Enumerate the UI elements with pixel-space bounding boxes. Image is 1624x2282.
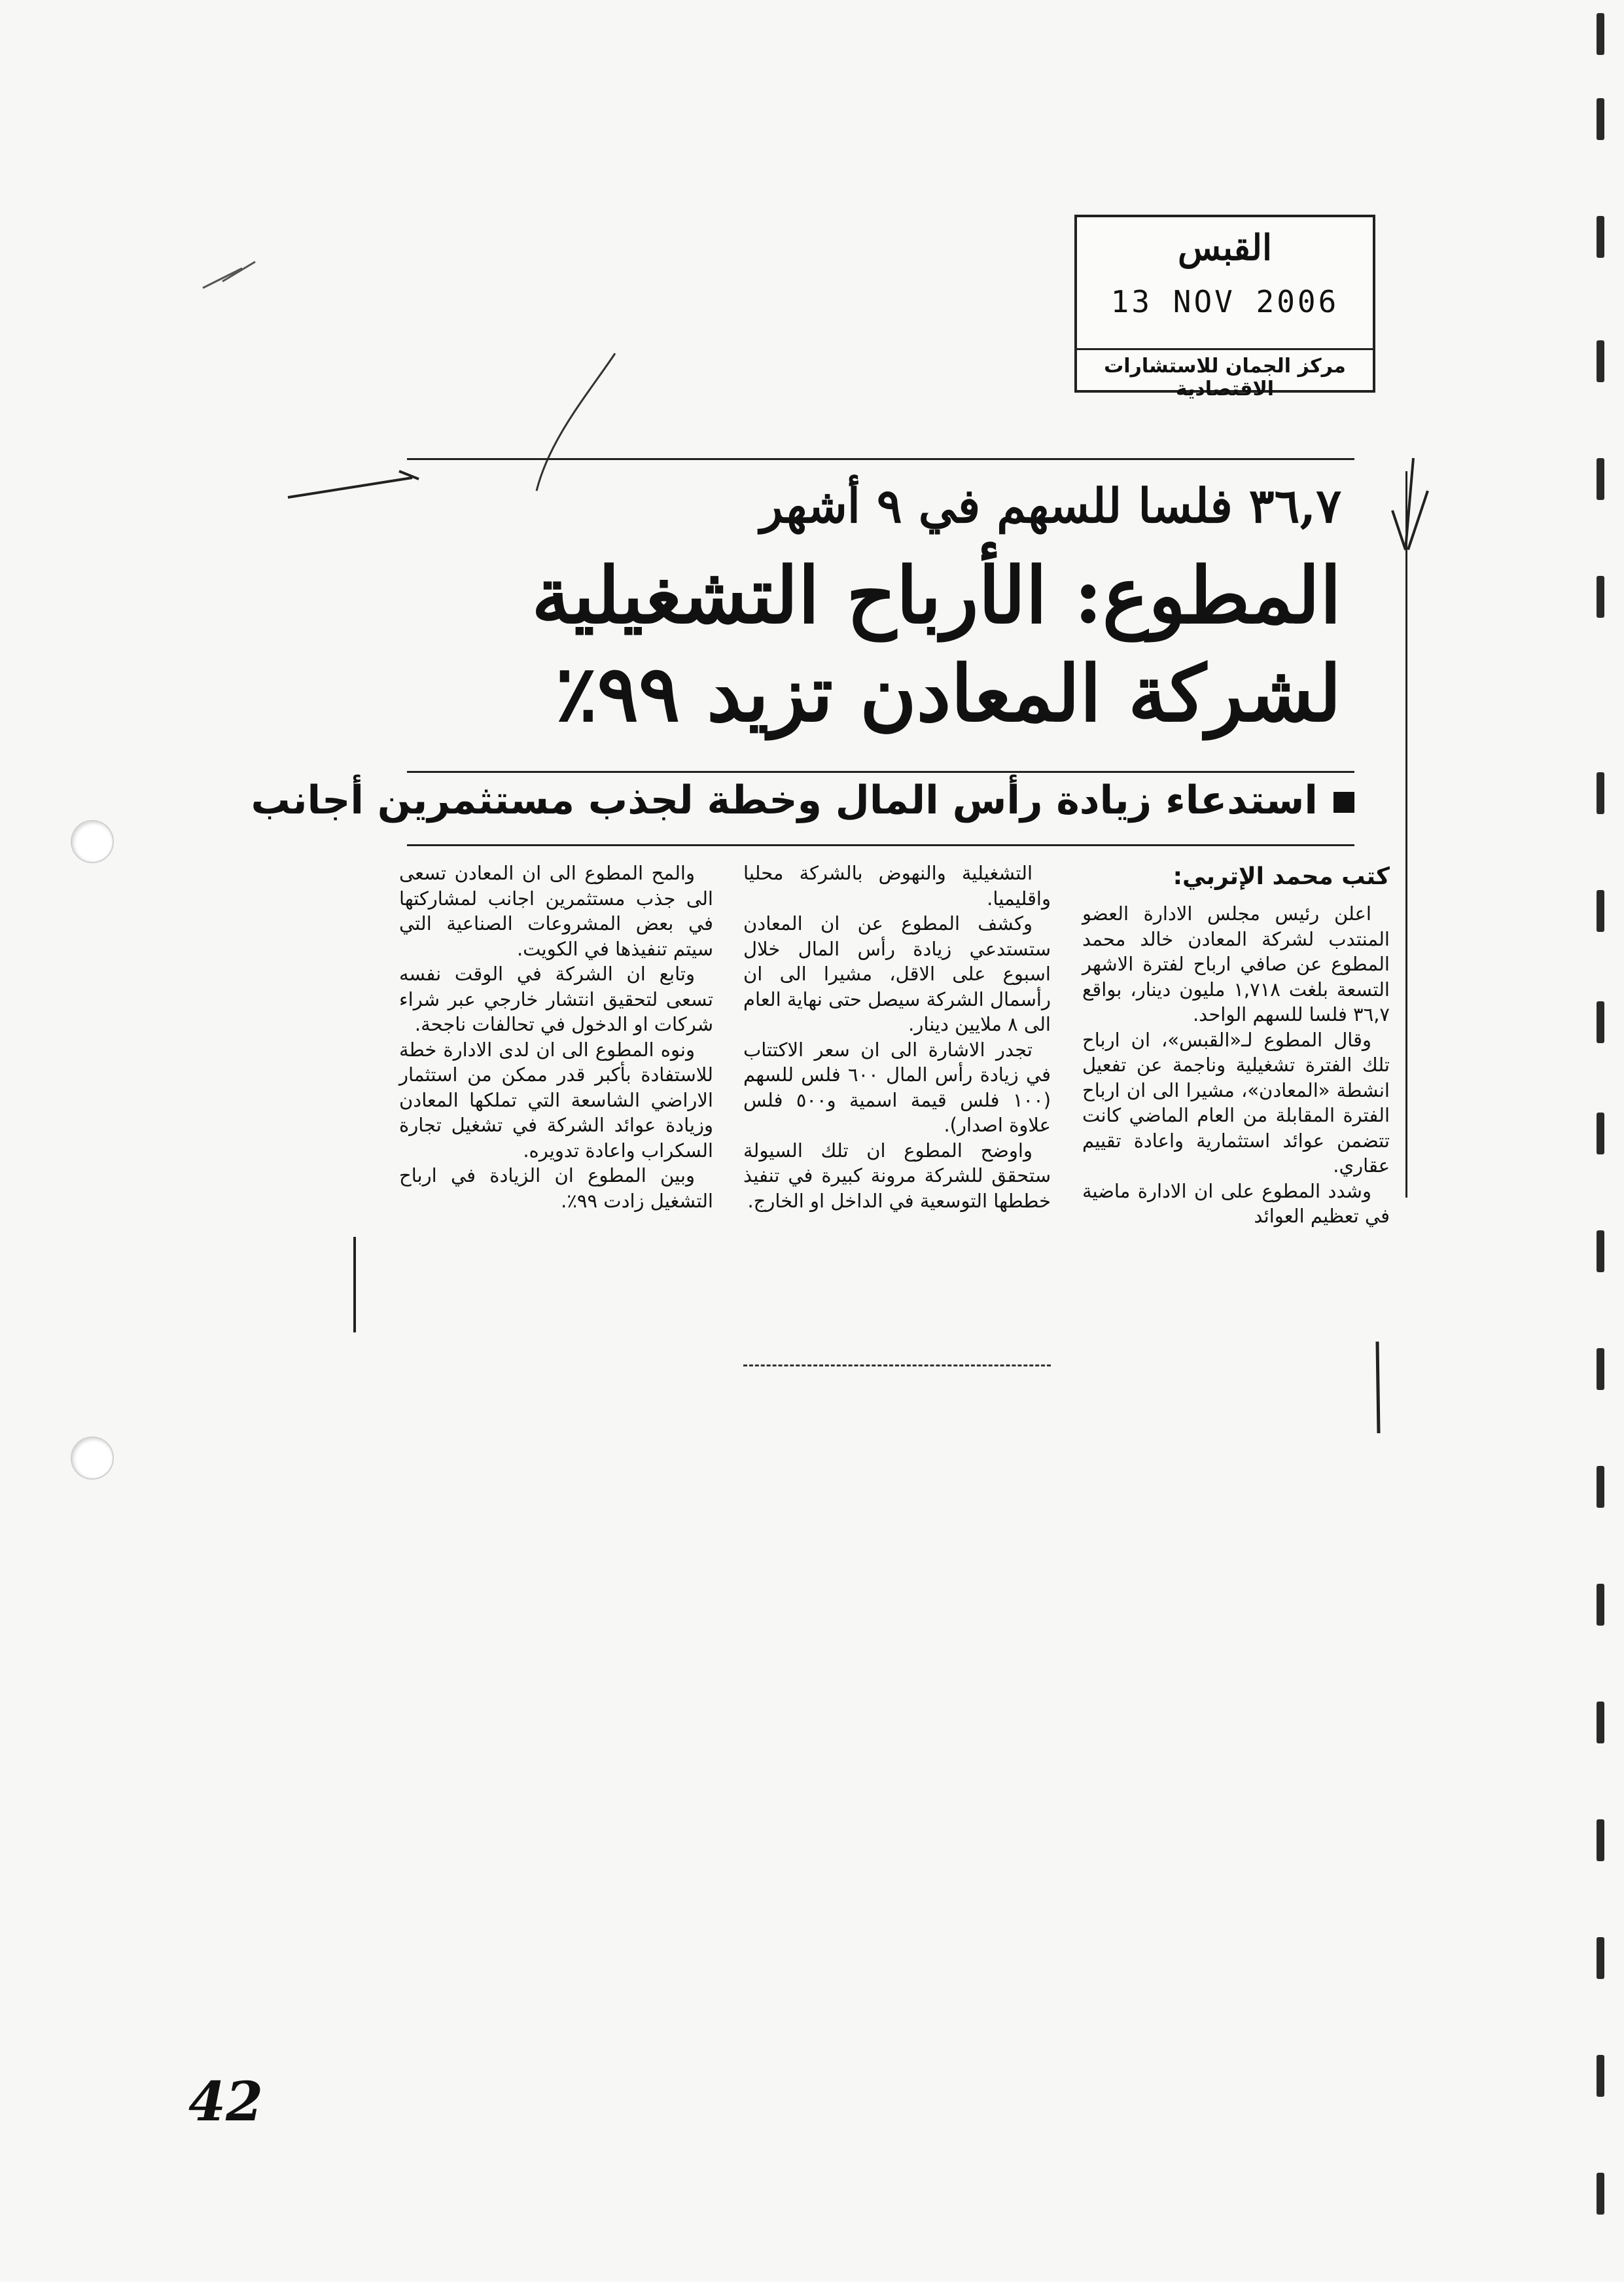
margin-bracket <box>353 1237 362 1332</box>
pen-mark <box>196 249 275 301</box>
binder-mark <box>1597 98 1604 140</box>
archive-stamp <box>1074 215 1375 401</box>
article-column-2 <box>743 861 1051 1213</box>
punch-hole <box>71 820 114 863</box>
article-column-1 <box>1082 861 1390 1229</box>
paragraph: وشدد المطوع على ان الادارة ماضية في تعظيم العوائد <box>1082 1179 1390 1227</box>
binder-mark <box>1597 1819 1604 1861</box>
binder-mark <box>1597 1113 1604 1154</box>
subheadline-text: استدعاء زيادة رأس المال وخطة لجذب مستثمرين أجانب <box>251 777 1318 823</box>
stamp-date: 13 NOV 2006 <box>1110 284 1339 319</box>
binder-mark <box>1597 1937 1604 1979</box>
rule <box>407 771 1354 773</box>
stamp-caption: مركز الجمان للاستشارات الاقتصادية <box>1104 355 1346 401</box>
paragraph: والمح المطوع الى ان المعادن تسعى الى جذب مستثمرين اجانب لمشاركتها في بعض المشروعات الصناعية التي سيتم تنفيذها في الكويت. <box>399 862 713 960</box>
rule <box>407 458 1354 460</box>
square-bullet-icon <box>1333 792 1354 813</box>
paragraph: وبين المطوع ان الزيادة في ارباح التشغيل زادت ٩٩٪. <box>399 1164 713 1212</box>
binder-mark <box>1597 1466 1604 1508</box>
paragraph: ونوه المطوع الى ان لدى الادارة خطة للاستفادة بأكبر قدر ممكن من استثمار الاراضي الشاسعة التي تملكها المعادن وزيادة عوائد الشركة في تشغيل تجارة السكراب واعادة تدويره. <box>399 1038 713 1162</box>
binder-mark <box>1597 1348 1604 1390</box>
binder-mark <box>1597 458 1604 500</box>
rule <box>407 844 1354 846</box>
newspaper-clipping <box>251 452 1400 1381</box>
paragraph: وكشف المطوع عن ان المعادن ستستدعي زيادة رأس المال خلال اسبوع على الاقل، مشيرا الى ان رأسمال الشركة سيصل حتى نهاية العام الى ٨ ملايين دينار. <box>743 912 1051 1035</box>
paragraph: واوضح المطوع ان تلك السيولة ستحقق للشركة مرونة كبيرة في تنفيذ خططها التوسعية في الداخل او الخارج. <box>743 1139 1051 1212</box>
punch-hole <box>71 1436 114 1480</box>
binder-mark <box>1597 576 1604 618</box>
main-headline-line-1: المطوع: الأرباح التشغيلية <box>531 550 1341 641</box>
page-number: 42 <box>188 2071 264 2133</box>
binder-mark <box>1597 2173 1604 2215</box>
paragraph: وقال المطوع لـ«القبس»، ان ارباح تلك الفترة تشغيلية وناجمة عن تفعيل انشطة «المعادن»، مشيرا الى ان ارباح الفترة المقابلة من العام الماضي كانت تتضمن عوائد استثمارية واعادة تقييم عقاري. <box>1082 1028 1390 1177</box>
article-column-3 <box>399 861 713 1213</box>
byline: كتب محمد الإتربي: <box>1173 863 1390 890</box>
binder-mark <box>1597 1584 1604 1626</box>
binder-mark <box>1597 1702 1604 1743</box>
binder-mark <box>1597 2055 1604 2097</box>
stamp-divider <box>1077 348 1373 350</box>
paragraph: تجدر الاشارة الى ان سعر الاكتتاب في زيادة رأس المال ٦٠٠ فلس للسهم (١٠٠ فلس قيمة اسمية و٥٠٠ فلس علاوة اصدار). <box>743 1038 1051 1136</box>
main-headline-line-2: لشركة المعادن تزيد ٩٩٪ <box>556 648 1341 739</box>
binder-mark <box>1597 1001 1604 1043</box>
binder-mark <box>1597 1230 1604 1272</box>
binder-mark <box>1597 772 1604 814</box>
binder-mark <box>1597 890 1604 932</box>
paragraph: التشغيلية والنهوض بالشركة محليا واقليميا. <box>743 862 1051 910</box>
subheadline <box>251 777 1355 823</box>
newspaper-logo: القبس <box>1178 226 1272 268</box>
paragraph: وتابع ان الشركة في الوقت نفسه تسعى لتحقيق انتشار خارجي عبر شراء شركات او الدخول في تحالفات ناجحة. <box>399 963 713 1035</box>
column-end-rule <box>743 1364 1051 1366</box>
binder-mark <box>1597 340 1604 382</box>
rule <box>1405 471 1407 1198</box>
binder-mark <box>1597 216 1604 258</box>
binder-mark <box>1597 13 1604 55</box>
kicker-headline: ٣٦,٧ فلسا للسهم في ٩ أشهر <box>760 478 1341 533</box>
paragraph: اعلن رئيس مجلس الادارة العضو المنتدب لشركة المعادن خالد محمد المطوع عن صافي ارباح لفترة الاشهر التسعة بلغت ١,٧١٨ مليون دينار، بواقع ٣٦,٧ فلسا للسهم الواحد. <box>1082 902 1390 1025</box>
